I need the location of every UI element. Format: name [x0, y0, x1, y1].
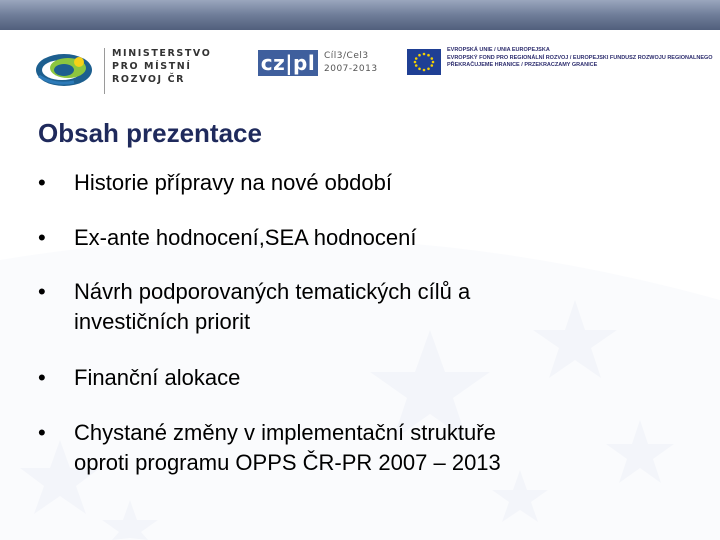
- ministry-line: PRO MÍSTNÍ: [112, 61, 192, 72]
- bullet-dot: •: [38, 365, 46, 390]
- bullet-line: Ex-ante hodnocení,SEA hodnocení: [74, 225, 417, 250]
- czpl-logo: cz|pl: [258, 50, 318, 76]
- czpl-program-period: [324, 50, 378, 76]
- czpl-sub-line: Cíl3/Cel3: [324, 51, 369, 61]
- bullet-dot: •: [38, 225, 46, 250]
- eu-text-line: EVROPSKÝ FOND PRO REGIONÁLNÍ ROZVOJ / EUROPEJSKI FUNDUSZ ROZWOJU REGIONALNEGO: [447, 54, 713, 61]
- eu-text-line: PŘEKRAČUJEME HRANICE / PRZEKRACZAMY GRANICE: [447, 62, 598, 68]
- bullet-text: [74, 418, 654, 478]
- ministry-name: [112, 47, 211, 86]
- bullet-line: investičních priorit: [74, 309, 251, 334]
- bullet-text: [74, 277, 654, 337]
- slide-title: Obsah prezentace: [38, 118, 262, 148]
- eu-fund-text: [447, 47, 715, 70]
- logo-header: [0, 40, 720, 100]
- bullet-text: [74, 168, 654, 198]
- bullet-dot: •: [38, 170, 46, 195]
- ministry-line: MINISTERSTVO: [112, 48, 212, 59]
- bullet-line: Návrh podporovaných tematických cílů a: [74, 279, 471, 304]
- bullet-text: [74, 363, 654, 393]
- eu-flag-icon: [407, 49, 441, 75]
- bullet-text: [74, 223, 654, 253]
- ministry-line: ROZVOJ ČR: [112, 74, 186, 85]
- mmr-logo-icon: [34, 46, 98, 90]
- bullet-dot: •: [38, 279, 46, 304]
- czpl-sub-line: 2007-2013: [324, 64, 378, 74]
- bullet-line: Historie přípravy na nové období: [74, 170, 392, 195]
- bullet-dot: •: [38, 420, 46, 445]
- bullet-line: Chystané změny v implementační struktuře: [74, 420, 496, 445]
- eu-text-line: EVROPSKÁ UNIE / UNIA EUROPEJSKA: [447, 47, 550, 53]
- bullet-line: oproti programu OPPS ČR-PR 2007 – 2013: [74, 450, 501, 475]
- bullet-line: Finanční alokace: [74, 365, 241, 390]
- logo-divider: [104, 48, 105, 94]
- top-banner: [0, 0, 720, 30]
